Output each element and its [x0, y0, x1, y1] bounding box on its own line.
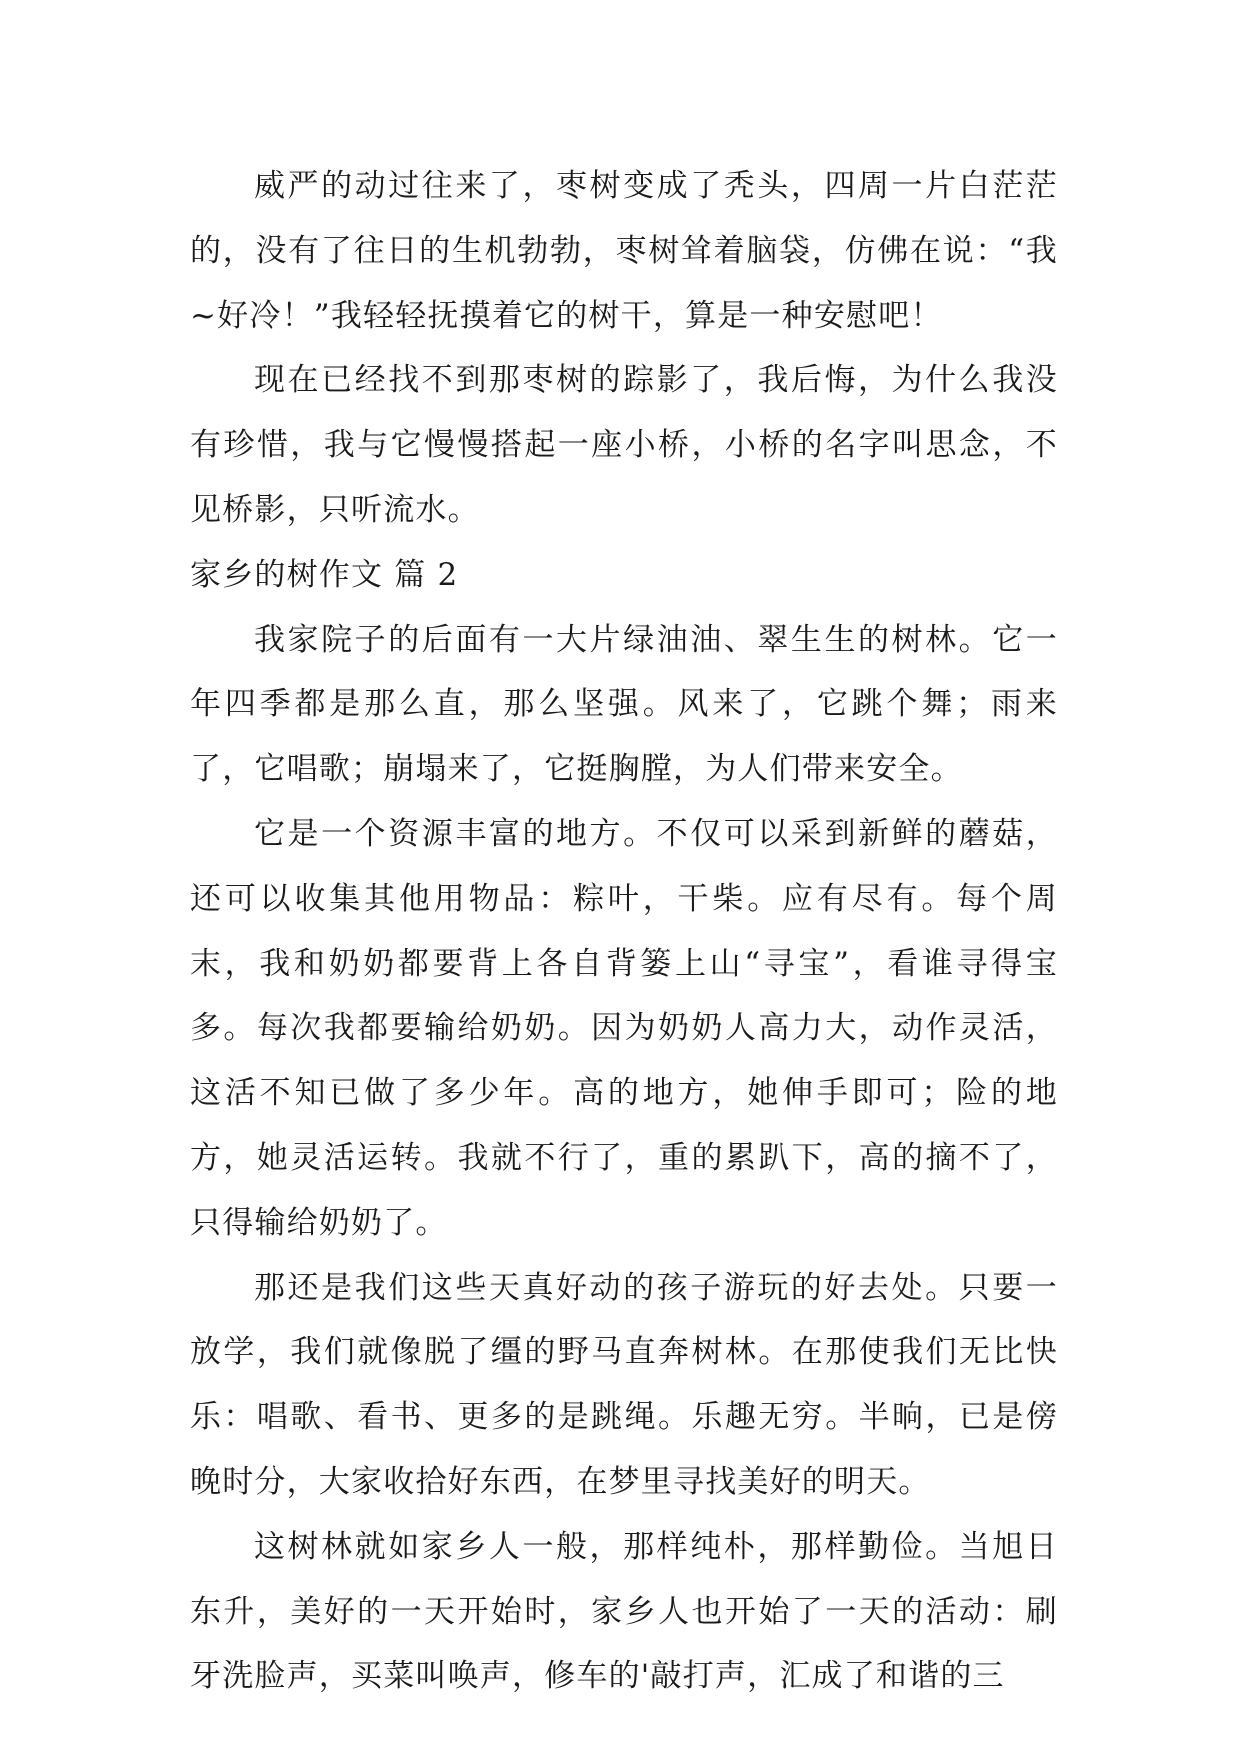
- paragraph: 它是一个资源丰富的地方。不仅可以采到新鲜的蘑菇，还可以收集其他用物品：粽叶，干柴。应有尽有。每个周末，我和奶奶都要背上各自背篓上山“寻宝”，看谁寻得宝多。每次我都要输给奶奶。因为奶奶人高力大，动作灵活，这活不知已做了多少年。高的地方，她伸手即可；险的地方，她灵活运转。我就不行了，重的累趴下，高的摘不了，只得输给奶奶了。: [190, 815, 1058, 1241]
- paragraph: 威严的动过往来了，枣树变成了秃头，四周一片白茫茫的，没有了往日的生机勃勃，枣树耸着脑袋，仿佛在说：“我~好冷！”我轻轻抚摸着它的树干，算是一种安慰吧！: [190, 168, 1058, 334]
- paragraph: 现在已经找不到那枣树的踪影了，我后悔，为什么我没有珍惜，我与它慢慢搭起一座小桥，小桥的名字叫思念，不见桥影，只听流水。: [190, 362, 1058, 528]
- document-body: [190, 154, 1058, 1709]
- paragraph: 我家院子的后面有一大片绿油油、翠生生的树林。它一年四季都是那么直，那么坚强。风来了，它跳个舞；雨来了，它唱歌；崩塌来了，它挺胸膛，为人们带来安全。: [190, 621, 1058, 788]
- section-heading: 家乡的树作文 篇 2: [190, 556, 459, 593]
- paragraph: 这树林就如家乡人一般，那样纯朴，那样勤俭。当旭日东升，美好的一天开始时，家乡人也开始了一天的活动：刷牙洗脸声，买菜叫唤声，修车的'敲打声，汇成了和谐的三: [190, 1528, 1058, 1695]
- paragraph: 那还是我们这些天真好动的孩子游玩的好去处。只要一放学，我们就像脱了缰的野马直奔树林。在那使我们无比快乐：唱歌、看书、更多的是跳绳。乐趣无穷。半晌，已是傍晚时分，大家收拾好东西，在梦里寻找美好的明天。: [190, 1269, 1058, 1500]
